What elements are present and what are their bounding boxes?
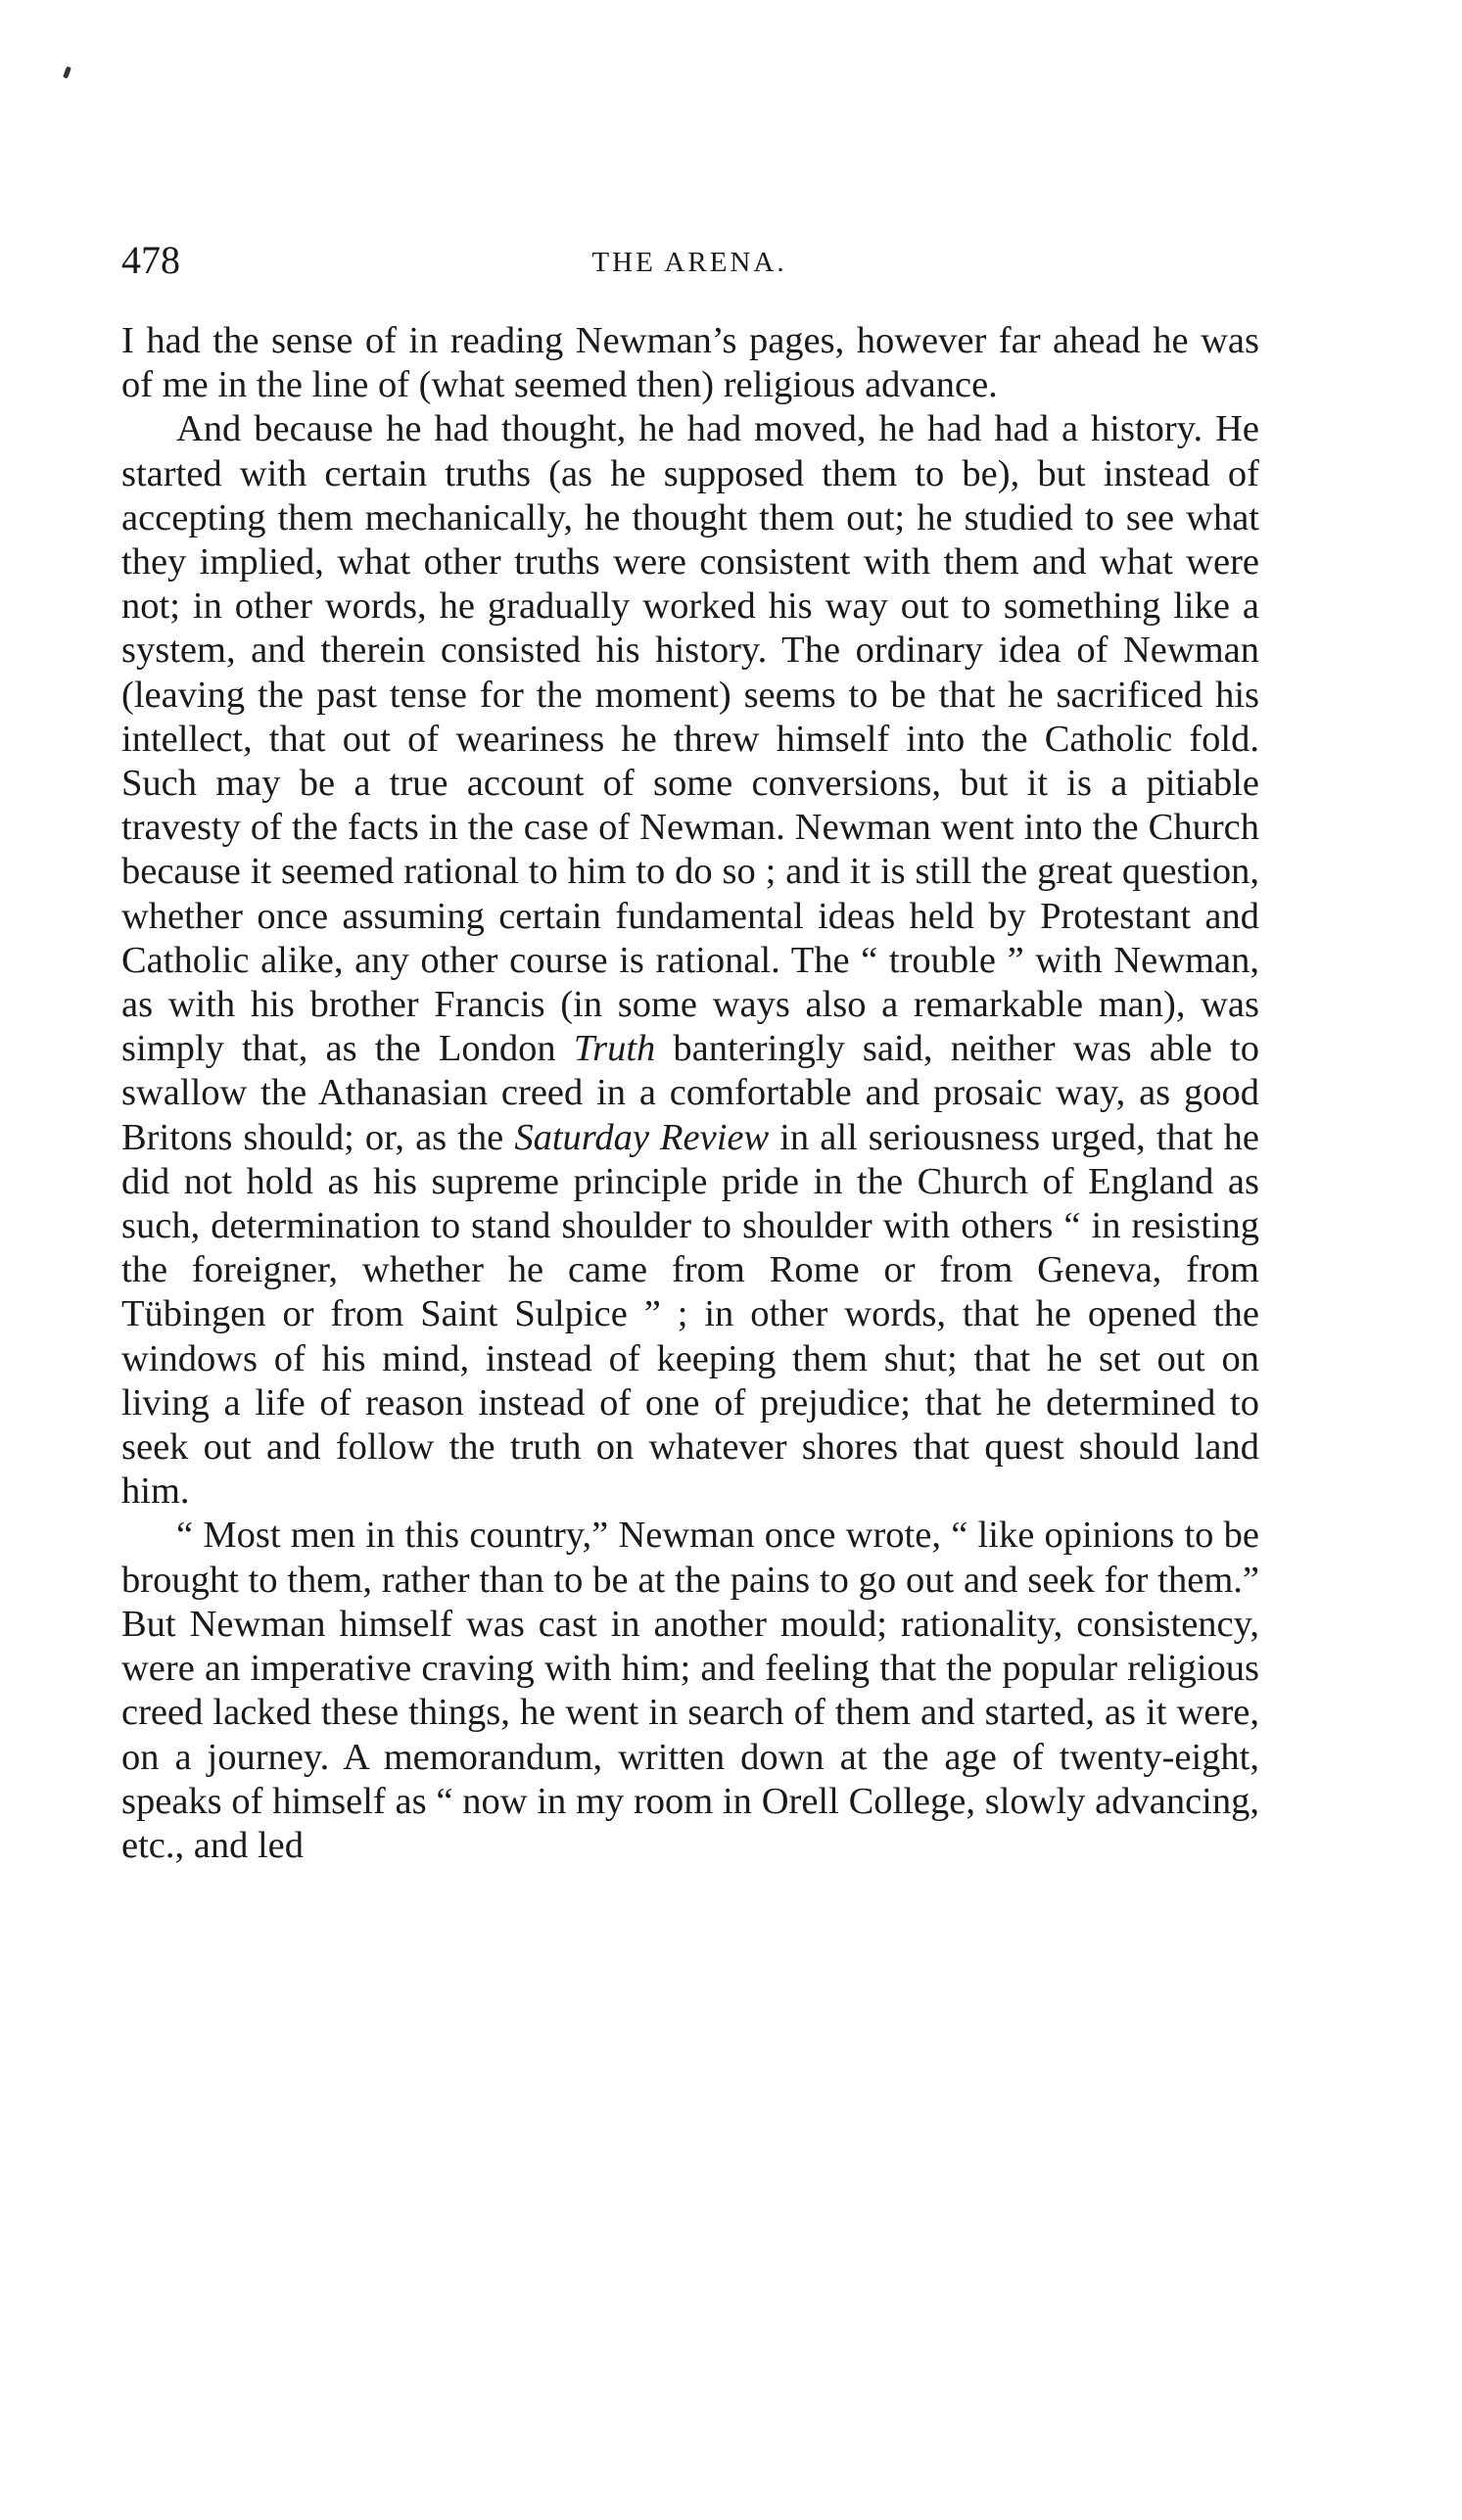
page-header (121, 237, 1257, 296)
paragraph-text: banteringly said, neither was able to swallow the Athanasian creed in a comfortable and prosaic way, as good Britons should; or, as the (121, 1028, 1259, 1158)
running-title: THE ARENA. (591, 247, 787, 278)
page-number: 478 (121, 238, 180, 282)
paragraph-text: “ Most men in this country,” Newman once wrote, “ like opinions to be brought to them, rather than to be at the pains to go out and seek for them.” But Newman himself was cast in another mould; rationality, consistency, were an imperative craving with him; and feeling that the popular religious creed lacked these things, he went in search of them and started, as it were, on a journey. A memorandum, written down at the age of twenty-eight, speaks of himself as “ now in my room in Orell College, slowly advancing, etc., and led (121, 1515, 1259, 1866)
body-text (121, 319, 1259, 1868)
paragraph-text: And because he had thought, he had moved, he had had a history. He started with certain truths (as he supposed them to be), but instead of accepting them mechanically, he thought them out; he studied to see what they implied, what other truths were consistent with them and what were not; in other words, he gradually worked his way out to something like a system, and therein consisted his history. The ordinary idea of Newman (leaving the past tense for the moment) seems to be that he sacrificed his intellect, that out of weariness he threw himself into the Catholic fold. Such may be a true account of some conversions, but it is a pitiable travesty of the facts in the case of Newman. Newman went into the Church because it seemed rational to him to do so ; and it is still the great question, whether once assuming certain fundamental ideas held by Protestant and Catholic alike, any other course is rational. The “ trouble ” with Newman, as with his brother Francis (in some ways also a remarkable man), was simply that, as the London (121, 408, 1259, 1070)
paragraph-text: I had the sense of in reading Newman’s pages, however far ahead he was of me in the line of (what seemed then) religious advance. (121, 320, 1259, 406)
paragraph-text: in all seriousness urged, that he did not hold as his supreme principle pride in the Church of England as such, determination to stand shoulder to shoulder with others “ in resisting the foreigner, whether he came from Rome or from Geneva, from Tübingen or from Saint Sulpice ” ; in other words, that he opened the windows of his mind, instead of keeping them shut; that he set out on living a life of reason instead of one of prejudice; that he determined to seek out and follow the truth on whatever shores that quest should land him. (121, 1116, 1259, 1513)
paragraph-1 (121, 319, 1259, 407)
paragraph-2 (121, 407, 1259, 1514)
paragraph-3 (121, 1514, 1259, 1868)
ink-speck (63, 67, 71, 79)
italic-title-saturday-review: Saturday Review (514, 1116, 770, 1158)
italic-title-truth: Truth (573, 1028, 656, 1070)
